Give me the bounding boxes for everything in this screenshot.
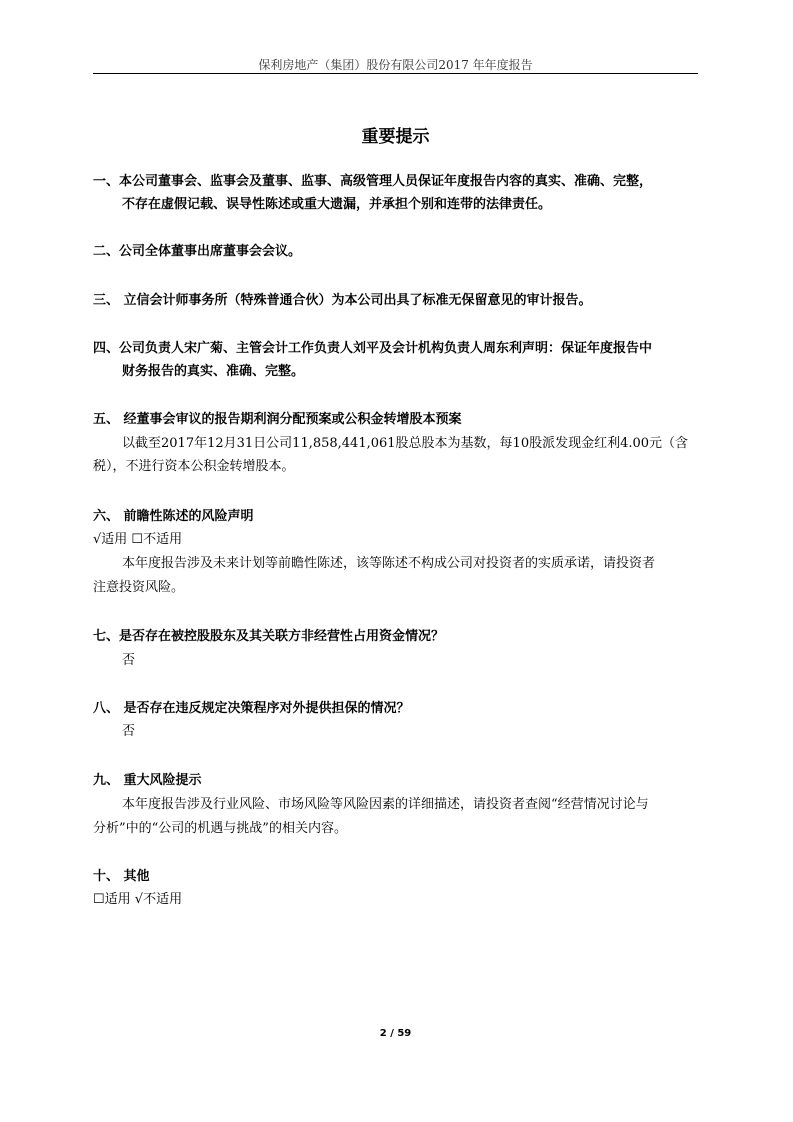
item-8-answer: 否: [122, 724, 136, 739]
page-number: 2 / 59: [379, 1028, 412, 1039]
item-6-applicability-choice: √适用 ☐不适用: [93, 532, 183, 547]
item-1-heading-line1: 一、本公司董事会、监事会及董事、监事、高级管理人员保证年度报告内容的真实、准确、完整，: [93, 174, 653, 189]
item-5-heading: 五、 经董事会审议的报告期利润分配预案或公积金转增股本预案: [93, 412, 462, 427]
item-9-body-line2: 分析”中的“公司的机遇与挑战”的相关内容。: [93, 821, 347, 836]
item-4-heading-line1: 四、公司负责人宋广菊、主管会计工作负责人刘平及会计机构负责人周东利声明：保证年度报告中: [93, 341, 653, 356]
item-10-applicability-choice: ☐适用 √不适用: [93, 892, 183, 907]
page-title: 重要提示: [361, 127, 430, 147]
item-6-heading: 六、 前瞻性陈述的风险声明: [93, 509, 254, 524]
running-header: 保利房地产（集团）股份有限公司2017 年年度报告: [258, 58, 533, 72]
item-4-heading-line2: 财务报告的真实、准确、完整。: [122, 364, 305, 379]
item-6-body-line1: 本年度报告涉及未来计划等前瞻性陈述，该等陈述不构成公司对投资者的实质承诺，请投资者: [122, 556, 656, 571]
item-5-body-line2: 税），不进行资本公积金转增股本。: [93, 459, 295, 474]
item-2-heading: 二、公司全体董事出席董事会会议。: [93, 244, 302, 259]
item-7-heading: 七、是否存在被控股股东及其关联方非经营性占用资金情况？: [93, 629, 445, 644]
item-10-heading: 十、 其他: [93, 869, 150, 884]
item-5-body-line1: 以截至2017年12月31日公司11,858,441,061股总股本为基数，每10股派发现金红利4.00元（含: [122, 436, 689, 451]
item-6-body-line2: 注意投资风险。: [93, 580, 185, 595]
item-9-body-line1: 本年度报告涉及行业风险、市场风险等风险因素的详细描述，请投资者查阅“经营情况讨论与: [122, 797, 649, 812]
item-1-heading-line2: 不存在虚假记载、误导性陈述或重大遗漏，并承担个别和连带的法律责任。: [122, 197, 552, 212]
item-9-heading: 九、 重大风险提示: [93, 773, 202, 788]
item-8-heading: 八、 是否存在违反规定决策程序对外提供担保的情况？: [93, 701, 410, 716]
item-7-answer: 否: [122, 653, 136, 668]
item-3-heading: 三、 立信会计师事务所（特殊普通合伙）为本公司出具了标准无保留意见的审计报告。: [93, 293, 592, 308]
header-divider: [93, 73, 698, 74]
